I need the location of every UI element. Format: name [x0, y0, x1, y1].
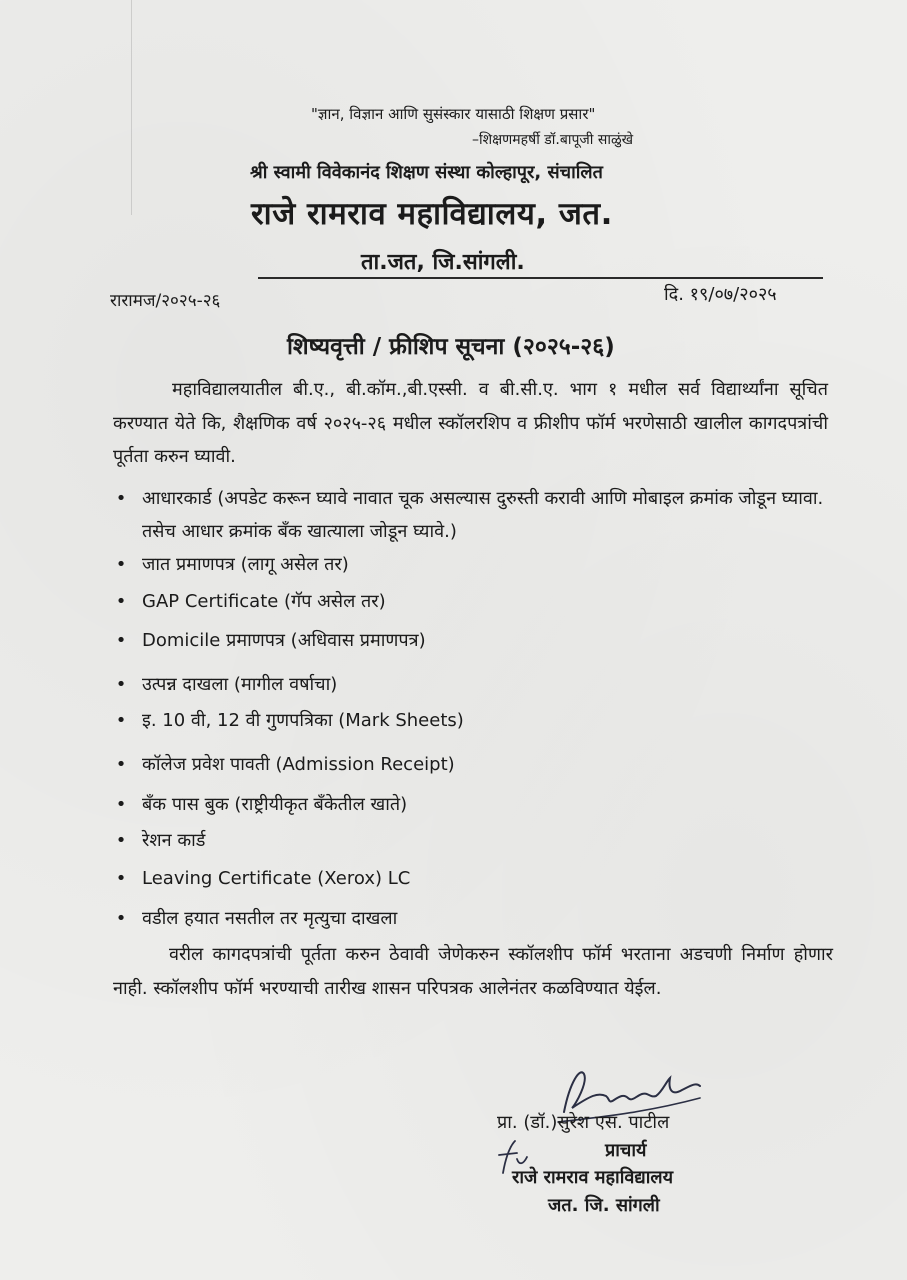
notice-title: शिष्यवृत्ती / फ्रीशिप सूचना (२०२५-२६) — [287, 334, 615, 360]
bullet-icon: • — [115, 488, 127, 509]
document-item: Domicile प्रमाणपत्र (अधिवास प्रमाणपत्र) — [142, 630, 426, 651]
reference-number: रारामज/२०२५-२६ — [110, 291, 221, 311]
signatory-place: जत. जि. सांगली — [548, 1195, 660, 1216]
bullet-icon: • — [115, 754, 127, 775]
document-item: Leaving Certificate (Xerox) LC — [142, 868, 411, 889]
principal-name: प्रा. (डॉ.)सुरेश एस. पाटील — [497, 1112, 670, 1133]
document-item: जात प्रमाणपत्र (लागू असेल तर) — [142, 554, 349, 575]
society-name: श्री स्वामी विवेकानंद शिक्षण संस्था कोल्हापूर, संचालित — [250, 162, 603, 183]
document-item: आधारकार्ड (अपडेट करून घ्यावे नावात चूक असल्यास दुरुस्ती करावी आणि मोबाइल क्रमांक जोडून घ्यावा. तसेच आधार क्रमांक बँक खात्याला जोडून घ्यावे.) — [142, 488, 824, 542]
document-item: GAP Certificate (गॅप असेल तर) — [142, 591, 386, 612]
document-item: इ. 10 वी, 12 वी गुणपत्रिका (Mark Sheets) — [142, 710, 464, 731]
bullet-icon: • — [115, 868, 127, 889]
document-item: उत्पन्न दाखला (मागील वर्षाचा) — [142, 674, 338, 695]
college-name: राजे रामराव महाविद्यालय, जत. — [251, 196, 613, 232]
document-item: बँक पास बुक (राष्ट्रीयीकृत बँकेतील खाते) — [142, 794, 408, 815]
header-rule — [258, 277, 823, 279]
binding-crease — [131, 0, 132, 215]
bullet-icon: • — [115, 591, 127, 612]
principal-designation: प्राचार्य — [605, 1140, 647, 1161]
document-item: कॉलेज प्रवेश पावती (Admission Receipt) — [142, 754, 455, 775]
bullet-icon: • — [115, 710, 127, 731]
signatory-college: राजे रामराव महाविद्यालय — [512, 1167, 674, 1188]
notice-date: दि. १९/०७/२०२५ — [664, 284, 777, 305]
document-item: वडील हयात नसतील तर मृत्युचा दाखला — [142, 908, 398, 929]
bullet-icon: • — [115, 794, 127, 815]
motto: "ज्ञान, विज्ञान आणि सुसंस्कार यासाठी शिक्षण प्रसार" — [311, 105, 596, 123]
bullet-icon: • — [115, 554, 127, 575]
document-item: रेशन कार्ड — [142, 830, 206, 851]
college-address: ता.जत, जि.सांगली. — [361, 250, 525, 275]
bullet-icon: • — [115, 830, 127, 851]
intro-paragraph: महाविद्यालयातील बी.ए., बी.कॉम.,बी.एस्सी. व बी.सी.ए. भाग १ मधील सर्व विद्यार्थ्यांना सूचित करण्यात येते कि, शैक्षणिक वर्ष २०२५-२६ मधील स्कॉलरशिप व फ्रीशीप फॉर्म भरणेसाठी खालील कागदपत्रांची पूर्तता करुन घ्यावी. — [113, 379, 828, 467]
bullet-icon: • — [115, 908, 127, 929]
motto-author: –शिक्षणमहर्षी डॉ.बापूजी साळुंखे — [472, 132, 634, 148]
bullet-icon: • — [115, 674, 127, 695]
closing-paragraph: वरील कागदपत्रांची पूर्तता करुन ठेवावी जेणेकरुन स्कॉलशीप फॉर्म भरताना अडचणी निर्माण होणार नाही. स्कॉलशीप फॉर्म भरण्याची तारीख शासन परिपत्रक आलेनंतर कळविण्यात येईल. — [113, 944, 833, 999]
bullet-icon: • — [115, 630, 127, 651]
